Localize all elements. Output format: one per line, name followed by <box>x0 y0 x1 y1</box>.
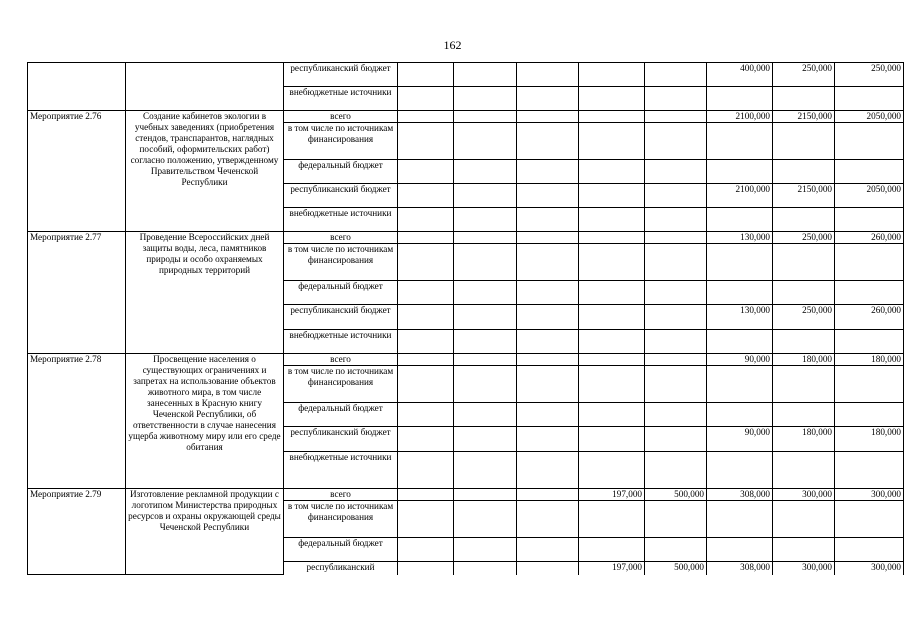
value-cell <box>835 123 904 160</box>
value-cell <box>707 87 773 111</box>
measure-description: Просвещение населения о существующих ограничениях и запретах на использование объектов животного мира, в том числе занесенных в Красную книгу Чеченской Республики, об ответственности в случае нанесения ущерба животному миру или его среде обитания <box>126 354 284 489</box>
value-cell <box>645 244 707 281</box>
value-cell: 2050,000 <box>835 184 904 208</box>
value-cell: 250,000 <box>773 305 835 330</box>
value-cell <box>645 160 707 184</box>
funding-source: всего <box>284 489 398 501</box>
value-cell <box>773 403 835 427</box>
value-cell <box>398 281 454 305</box>
value-cell <box>398 427 454 452</box>
value-cell <box>517 489 579 501</box>
funding-source: республиканский бюджет <box>284 305 398 330</box>
value-cell <box>454 184 517 208</box>
value-cell: 300,000 <box>773 489 835 501</box>
value-cell <box>398 403 454 427</box>
value-cell <box>579 330 645 354</box>
value-cell <box>579 111 645 123</box>
value-cell: 90,000 <box>707 427 773 452</box>
value-cell <box>517 403 579 427</box>
value-cell <box>707 208 773 232</box>
value-cell <box>645 305 707 330</box>
value-cell: 2150,000 <box>773 111 835 123</box>
value-cell <box>645 403 707 427</box>
value-cell <box>773 452 835 489</box>
value-cell <box>454 232 517 244</box>
value-cell <box>707 244 773 281</box>
table-row <box>28 489 904 501</box>
value-cell <box>645 501 707 538</box>
value-cell <box>773 123 835 160</box>
value-cell: 2100,000 <box>707 111 773 123</box>
value-cell <box>773 366 835 403</box>
funding-source: внебюджетные источники <box>284 330 398 354</box>
value-cell <box>773 244 835 281</box>
value-cell <box>645 427 707 452</box>
value-cell <box>454 427 517 452</box>
funding-source: всего <box>284 111 398 123</box>
value-cell <box>454 123 517 160</box>
table-row <box>28 354 904 366</box>
value-cell <box>707 403 773 427</box>
value-cell: 300,000 <box>835 489 904 501</box>
funding-source: в том числе по источникам финансирования <box>284 501 398 538</box>
value-cell: 180,000 <box>835 427 904 452</box>
funding-source: в том числе по источникам финансирования <box>284 366 398 403</box>
value-cell <box>454 63 517 87</box>
value-cell <box>579 354 645 366</box>
value-cell <box>707 160 773 184</box>
value-cell <box>398 489 454 501</box>
value-cell <box>454 160 517 184</box>
value-cell <box>835 244 904 281</box>
value-cell <box>835 330 904 354</box>
value-cell: 250,000 <box>773 63 835 87</box>
value-cell: 180,000 <box>773 354 835 366</box>
value-cell <box>454 208 517 232</box>
value-cell <box>517 232 579 244</box>
value-cell: 300,000 <box>835 562 904 575</box>
value-cell <box>707 281 773 305</box>
value-cell <box>454 244 517 281</box>
value-cell <box>645 111 707 123</box>
measure-description: Изготовление рекламной продукции с логотипом Министерства природных ресурсов и охраны окружающей среды Чеченской Республики <box>126 489 284 575</box>
value-cell <box>398 111 454 123</box>
value-cell <box>454 501 517 538</box>
table-row <box>28 111 904 123</box>
funding-source: федеральный бюджет <box>284 403 398 427</box>
value-cell <box>517 501 579 538</box>
value-cell <box>773 87 835 111</box>
value-cell <box>835 208 904 232</box>
value-cell: 308,000 <box>707 562 773 575</box>
funding-source: федеральный бюджет <box>284 281 398 305</box>
value-cell <box>579 501 645 538</box>
value-cell: 130,000 <box>707 305 773 330</box>
value-cell <box>645 63 707 87</box>
value-cell <box>454 330 517 354</box>
value-cell <box>454 538 517 562</box>
value-cell <box>454 452 517 489</box>
measure-id-cell <box>28 63 126 111</box>
measure-description: Проведение Всероссийских дней защиты воды, леса, памятников природы и особо охраняемых природных территорий <box>126 232 284 354</box>
funding-source: республиканский бюджет <box>284 63 398 87</box>
value-cell <box>398 87 454 111</box>
value-cell <box>645 281 707 305</box>
value-cell <box>645 452 707 489</box>
value-cell <box>398 232 454 244</box>
value-cell <box>773 208 835 232</box>
value-cell <box>579 208 645 232</box>
value-cell <box>517 123 579 160</box>
value-cell <box>398 538 454 562</box>
funding-source: республиканский бюджет <box>284 184 398 208</box>
value-cell <box>517 208 579 232</box>
value-cell: 2150,000 <box>773 184 835 208</box>
value-cell <box>398 123 454 160</box>
value-cell <box>579 232 645 244</box>
value-cell <box>398 366 454 403</box>
value-cell <box>579 403 645 427</box>
funding-source: в том числе по источникам финансирования <box>284 123 398 160</box>
value-cell: 180,000 <box>835 354 904 366</box>
funding-source: внебюджетные источники <box>284 208 398 232</box>
value-cell: 130,000 <box>707 232 773 244</box>
value-cell <box>835 366 904 403</box>
funding-source: всего <box>284 354 398 366</box>
value-cell <box>517 366 579 403</box>
value-cell <box>454 366 517 403</box>
value-cell <box>645 208 707 232</box>
value-cell: 308,000 <box>707 489 773 501</box>
value-cell <box>835 452 904 489</box>
measure-description <box>126 63 284 111</box>
value-cell <box>579 87 645 111</box>
value-cell <box>579 63 645 87</box>
measure-id-cell: Мероприятие 2.76 <box>28 111 126 232</box>
value-cell <box>707 366 773 403</box>
value-cell <box>398 244 454 281</box>
value-cell <box>645 538 707 562</box>
value-cell <box>517 562 579 575</box>
value-cell <box>579 305 645 330</box>
value-cell <box>517 87 579 111</box>
value-cell <box>579 427 645 452</box>
value-cell: 197,000 <box>579 489 645 501</box>
value-cell <box>454 562 517 575</box>
value-cell <box>835 538 904 562</box>
value-cell <box>517 427 579 452</box>
budget-table <box>27 62 904 575</box>
page-number: 162 <box>443 38 462 52</box>
value-cell <box>517 63 579 87</box>
value-cell <box>517 244 579 281</box>
measure-id-cell: Мероприятие 2.77 <box>28 232 126 354</box>
value-cell <box>398 330 454 354</box>
value-cell <box>454 489 517 501</box>
value-cell: 180,000 <box>773 427 835 452</box>
value-cell <box>579 452 645 489</box>
value-cell <box>398 501 454 538</box>
value-cell <box>398 160 454 184</box>
value-cell <box>398 562 454 575</box>
value-cell <box>835 160 904 184</box>
value-cell <box>454 403 517 427</box>
funding-source: федеральный бюджет <box>284 538 398 562</box>
table-row <box>28 232 904 244</box>
value-cell: 260,000 <box>835 232 904 244</box>
value-cell <box>645 354 707 366</box>
value-cell <box>398 184 454 208</box>
value-cell <box>579 538 645 562</box>
value-cell <box>579 281 645 305</box>
value-cell <box>645 184 707 208</box>
value-cell <box>517 111 579 123</box>
value-cell <box>579 123 645 160</box>
value-cell <box>398 63 454 87</box>
value-cell: 300,000 <box>773 562 835 575</box>
value-cell <box>773 538 835 562</box>
value-cell <box>517 305 579 330</box>
value-cell: 500,000 <box>645 562 707 575</box>
value-cell <box>773 501 835 538</box>
value-cell <box>454 354 517 366</box>
value-cell <box>645 330 707 354</box>
value-cell <box>835 403 904 427</box>
value-cell <box>773 330 835 354</box>
value-cell: 90,000 <box>707 354 773 366</box>
value-cell <box>398 354 454 366</box>
value-cell <box>454 87 517 111</box>
value-cell <box>579 244 645 281</box>
funding-source: федеральный бюджет <box>284 160 398 184</box>
value-cell: 500,000 <box>645 489 707 501</box>
value-cell <box>517 184 579 208</box>
value-cell <box>454 305 517 330</box>
value-cell: 260,000 <box>835 305 904 330</box>
value-cell <box>835 87 904 111</box>
value-cell <box>645 232 707 244</box>
value-cell <box>517 452 579 489</box>
value-cell <box>517 354 579 366</box>
value-cell <box>835 501 904 538</box>
measure-id-cell: Мероприятие 2.79 <box>28 489 126 575</box>
measure-description: Создание кабинетов экологии в учебных заведениях (приобретения стендов, транспарантов, наглядных пособий, оформительских работ) согласно положению, утвержденному Правительством Чеченской Республики <box>126 111 284 232</box>
table-row <box>28 63 904 87</box>
value-cell <box>773 281 835 305</box>
value-cell <box>517 281 579 305</box>
funding-source: в том числе по источникам финансирования <box>284 244 398 281</box>
value-cell <box>517 538 579 562</box>
value-cell <box>707 123 773 160</box>
value-cell <box>835 281 904 305</box>
value-cell: 2050,000 <box>835 111 904 123</box>
funding-source: всего <box>284 232 398 244</box>
value-cell <box>773 160 835 184</box>
value-cell <box>645 123 707 160</box>
value-cell <box>707 452 773 489</box>
funding-source: республиканский <box>284 562 398 575</box>
value-cell <box>707 501 773 538</box>
value-cell <box>454 111 517 123</box>
value-cell <box>398 452 454 489</box>
measure-id-cell: Мероприятие 2.78 <box>28 354 126 489</box>
value-cell <box>517 330 579 354</box>
value-cell <box>645 87 707 111</box>
value-cell <box>707 330 773 354</box>
value-cell <box>398 305 454 330</box>
value-cell <box>398 208 454 232</box>
value-cell: 250,000 <box>835 63 904 87</box>
value-cell <box>645 366 707 403</box>
value-cell: 400,000 <box>707 63 773 87</box>
value-cell <box>579 184 645 208</box>
value-cell: 197,000 <box>579 562 645 575</box>
value-cell <box>517 160 579 184</box>
value-cell: 250,000 <box>773 232 835 244</box>
funding-source: внебюджетные источники <box>284 87 398 111</box>
value-cell: 2100,000 <box>707 184 773 208</box>
value-cell <box>579 366 645 403</box>
funding-source: внебюджетные источники <box>284 452 398 489</box>
value-cell <box>707 538 773 562</box>
value-cell <box>579 160 645 184</box>
value-cell <box>454 281 517 305</box>
funding-source: республиканский бюджет <box>284 427 398 452</box>
